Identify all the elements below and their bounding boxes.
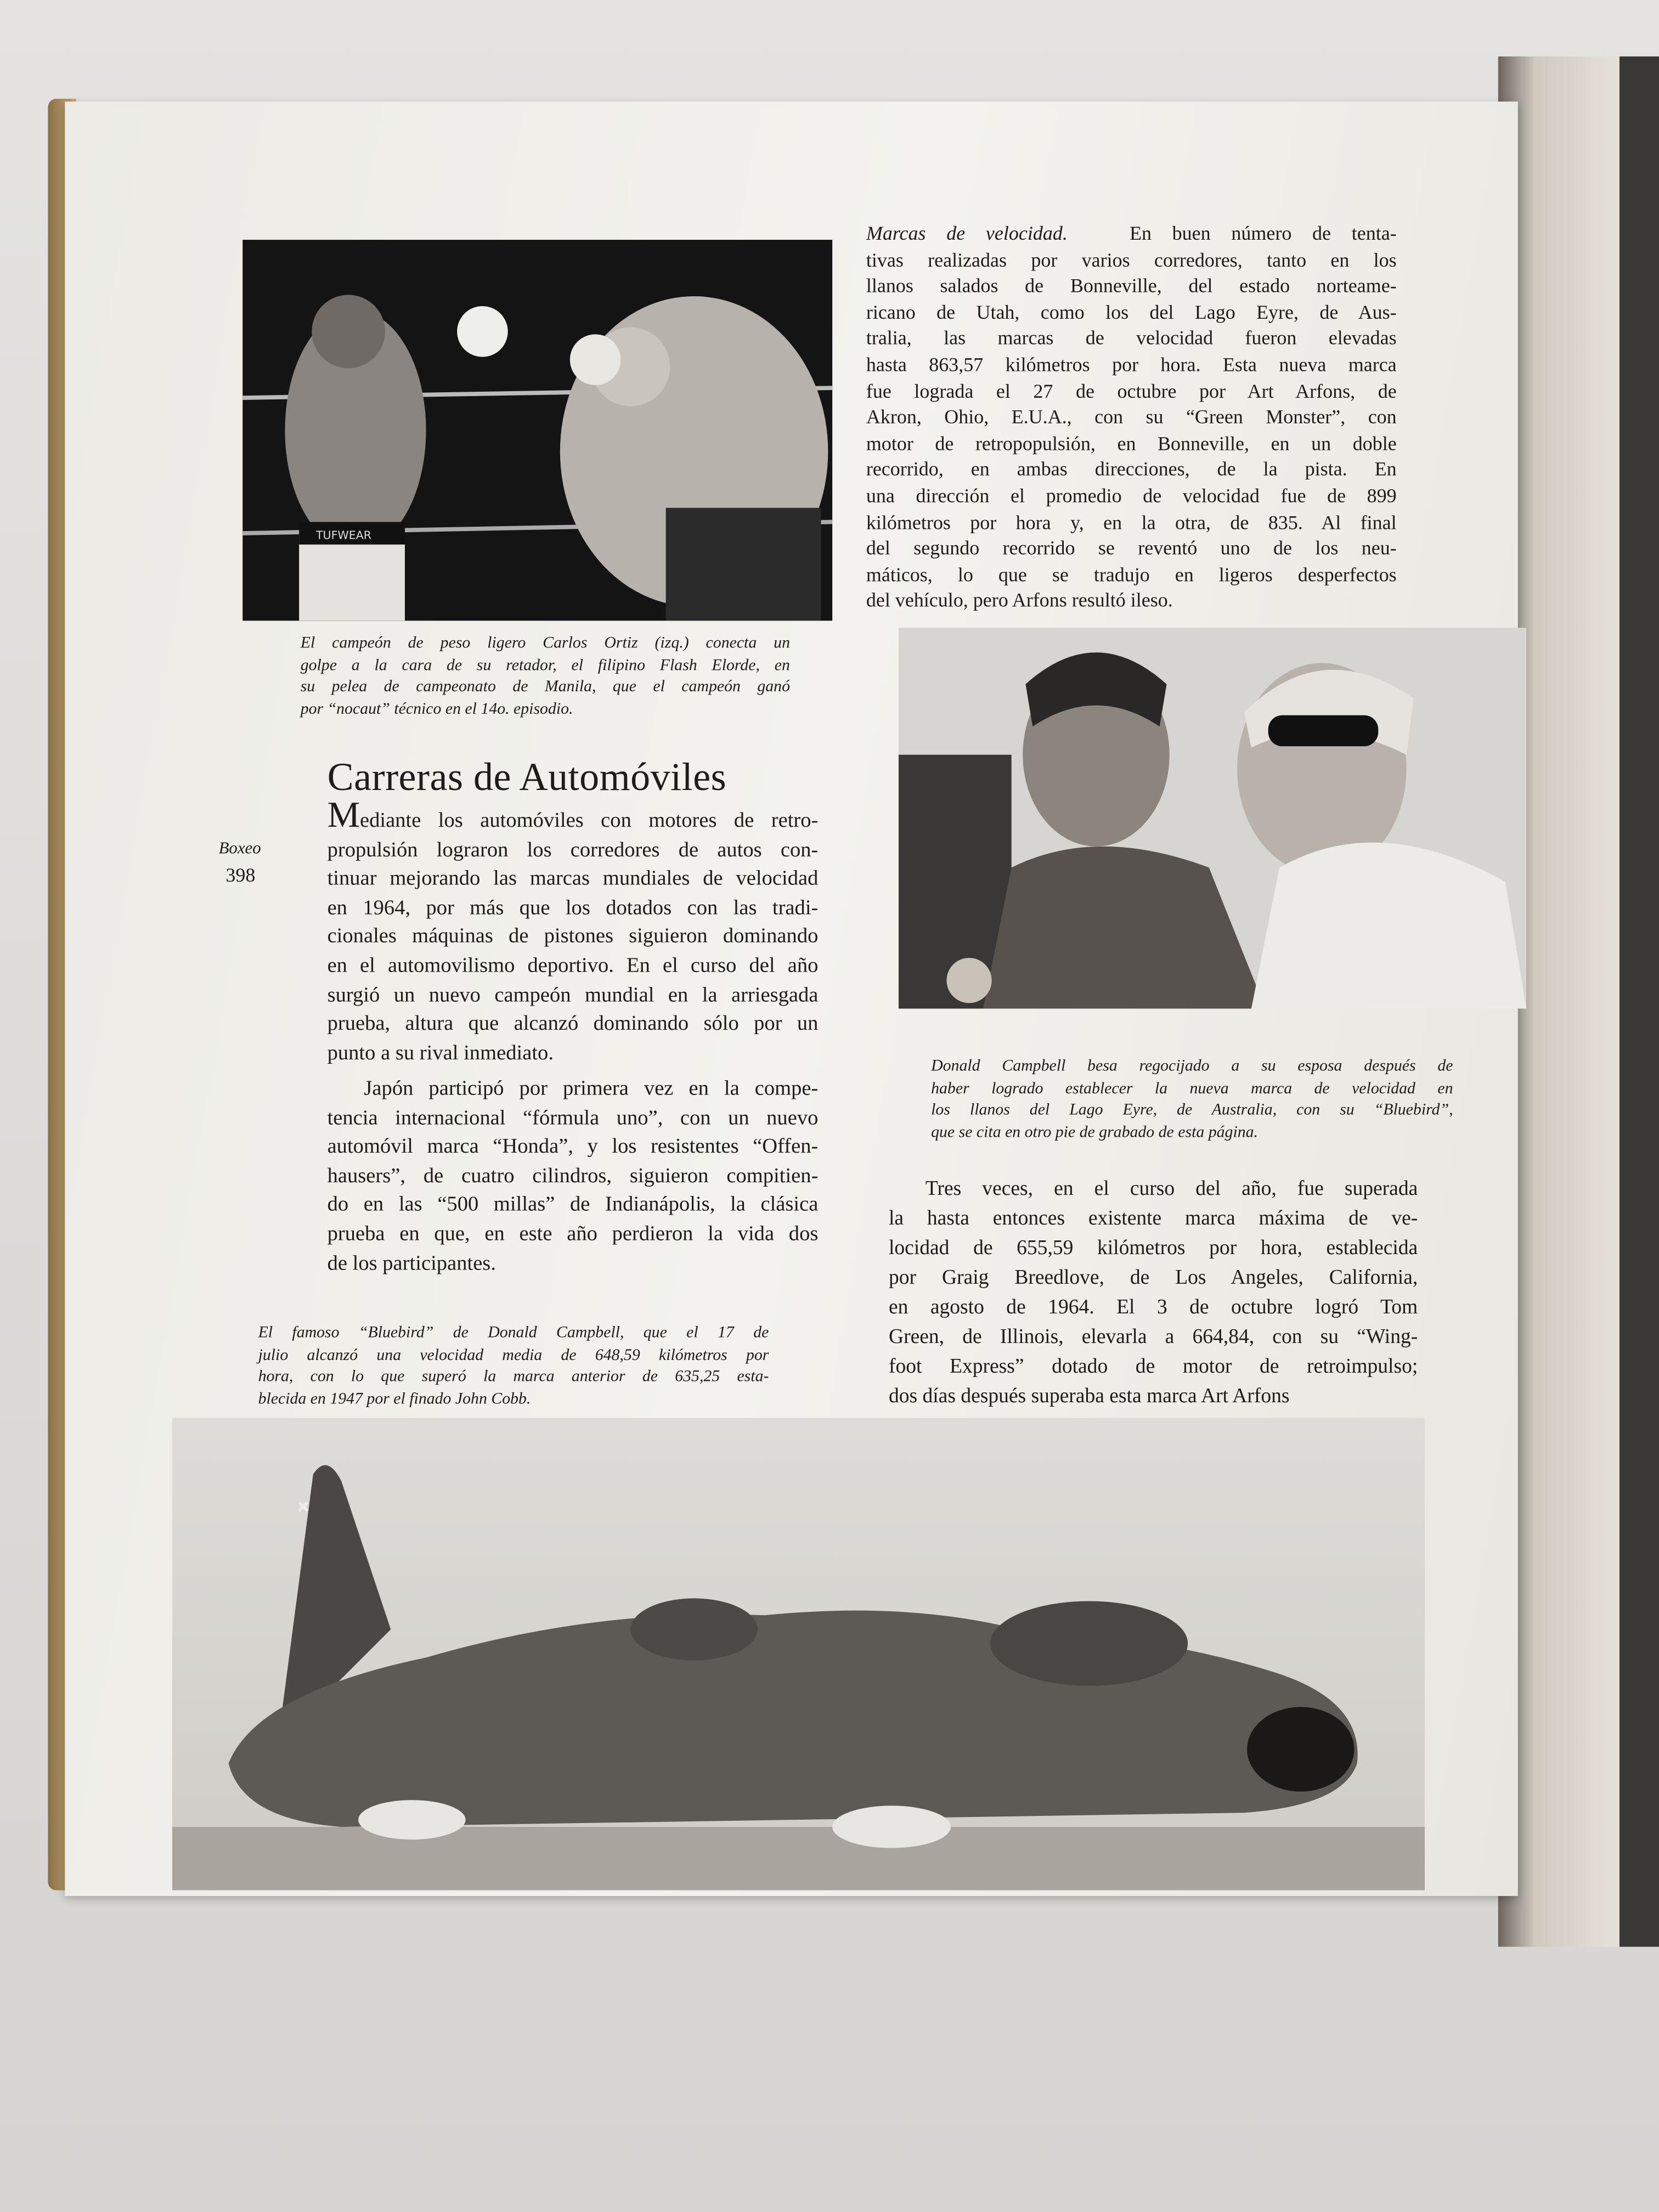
text-line: tencia internacional “fórmula uno”, con un nuevo (327, 1107, 819, 1130)
text-line: hasta 863,57 kilómetros por hora. Esta nueva marca (866, 355, 1397, 377)
text-line: por Graig Breedlove, de Los Angeles, California, (888, 1267, 1418, 1290)
text-line: fue lograda el 27 de octubre por Art Arfons, de (866, 381, 1397, 403)
text-line: prueba en que, en este año perdieron la vida dos (327, 1223, 819, 1246)
text-line: golpe a la cara de su retador, el filipino Flash Elorde, en (300, 655, 790, 674)
text-line: que se cita en otro pie de grabado de esta página. (931, 1122, 1259, 1141)
text-line: Japón participó por primera vez en la compe- (364, 1077, 819, 1101)
text-line: del vehículo, pero Arfons resultó ileso. (866, 591, 1173, 613)
text-line: de los participantes. (327, 1252, 496, 1275)
speed-records-first-line: En buen número de tenta- (1129, 224, 1397, 246)
speed-records-title: Marcas de velocidad. (866, 224, 1068, 246)
text-line: surgió un nuevo campeón mundial en la arriesgada (327, 984, 819, 1007)
text-line: kilómetros por hora y, en la otra, de 835. Al final (866, 512, 1397, 534)
text-line: los llanos del Lago Eyre, de Australia, con su “Bluebird”, (931, 1100, 1453, 1119)
text-line: Akron, Ohio, E.U.A., con su “Green Monster”, con (866, 408, 1397, 430)
speed-records-lines (866, 249, 1397, 616)
text-line: propulsión lograron los corredores de autos con- (327, 838, 819, 862)
text-line: punto a su rival inmediato. (327, 1042, 554, 1065)
text-line: blecida en 1947 por el finado John Cobb. (258, 1389, 531, 1407)
text-line: su pelea de campeonato de Manila, que el campeón ganó (300, 677, 790, 696)
section-heading: Carreras de Automóviles (327, 756, 727, 800)
drop-cap: M (327, 794, 360, 836)
text-line: Mediante los automóviles con motores de retro- (327, 794, 819, 836)
text-line: máticos, lo que se tradujo en ligeros desperfectos (866, 565, 1397, 586)
text-line: ricano de Utah, como los del Lago Eyre, de Aus- (866, 303, 1397, 324)
text-line: automóvil marca “Honda”, y los resistentes “Offen- (327, 1136, 819, 1159)
margin-section-label: Boxeo (218, 838, 261, 858)
text-line: locidad de 655,59 kilómetros por hora, establecida (888, 1237, 1418, 1260)
campbell-kiss-photo (899, 628, 1526, 1008)
speed-records-paragraph (866, 223, 1397, 616)
text-line: El campeón de peso ligero Carlos Ortiz (izq.) conecta un (300, 633, 790, 652)
text-line: en agosto de 1964. El 3 de octubre logró Tom (888, 1296, 1418, 1319)
campbell-kiss-caption (931, 1055, 1453, 1142)
text-line: hausers”, de cuatro cilindros, siguieron compitien- (327, 1165, 819, 1188)
page-number: 398 (225, 866, 256, 888)
text-line: tralia, las marcas de velocidad fueron elevadas (866, 329, 1397, 351)
text-line: El famoso “Bluebird” de Donald Campbell, que el 17 de (258, 1323, 769, 1342)
text-line: llanos salados de Bonneville, del estado norteame- (866, 276, 1397, 298)
text-line: Green, de Illinois, elevarla a 664,84, con su “Wing- (888, 1326, 1418, 1349)
bluebird-caption (258, 1322, 769, 1409)
text-line (866, 223, 1397, 249)
main-paragraph-1 (327, 794, 819, 1069)
text-line: do en las “500 millas” de Indianápolis, la clásica (327, 1194, 819, 1217)
text-line: recorrido, en ambas direcciones, de la pista. En (866, 460, 1397, 482)
text-line: haber logrado establecer la nueva marca de velocidad en (931, 1078, 1453, 1097)
trunks-text: TUFWEAR (315, 528, 372, 542)
boxing-caption (301, 632, 790, 719)
text-line: hora, con lo que superó la marca anterior de 635,25 esta- (258, 1367, 769, 1386)
text-line: cionales máquinas de pistones siguieron dominando (327, 926, 819, 949)
text-line: en 1964, por más que los dotados con las tradi- (327, 896, 819, 919)
text-line: foot Express” dotado de motor de retroimpulso; (888, 1356, 1418, 1379)
main-paragraph-2 (328, 1075, 819, 1278)
text-line: una dirección el promedio de velocidad fue de 899 (866, 486, 1397, 508)
text-line: tinuar mejorando las marcas mundiales de velocidad (327, 867, 819, 891)
text-line: por “nocaut” técnico en el 14o. episodio. (300, 699, 573, 718)
bluebird-car-photo (172, 1418, 1425, 1890)
text-line: motor de retropopulsión, en Bonneville, en un doble (866, 434, 1397, 455)
right-paragraph (889, 1175, 1418, 1412)
boxing-photo (242, 240, 832, 620)
text-line: del segundo recorrido se reventó uno de los neu- (866, 539, 1397, 561)
text-line: Tres veces, en el curso del año, fue superada (925, 1178, 1418, 1201)
text-line: tivas realizadas por varios corredores, tanto en los (866, 250, 1397, 272)
facing-page-photo-strip (1620, 57, 1659, 1947)
text-line: la hasta entonces existente marca máxima de ve- (888, 1207, 1418, 1231)
text-line: en el automovilismo deportivo. En el curso del año (327, 955, 819, 978)
text-line: prueba, altura que alcanzó dominando sólo por un (327, 1013, 819, 1036)
text-line: dos días después superaba esta marca Art Arfons (888, 1385, 1290, 1408)
text-line: Donald Campbell besa regocijado a su esposa después de (931, 1056, 1453, 1075)
text-line: julio alcanzó una velocidad media de 648,59 kilómetros por (258, 1345, 769, 1364)
